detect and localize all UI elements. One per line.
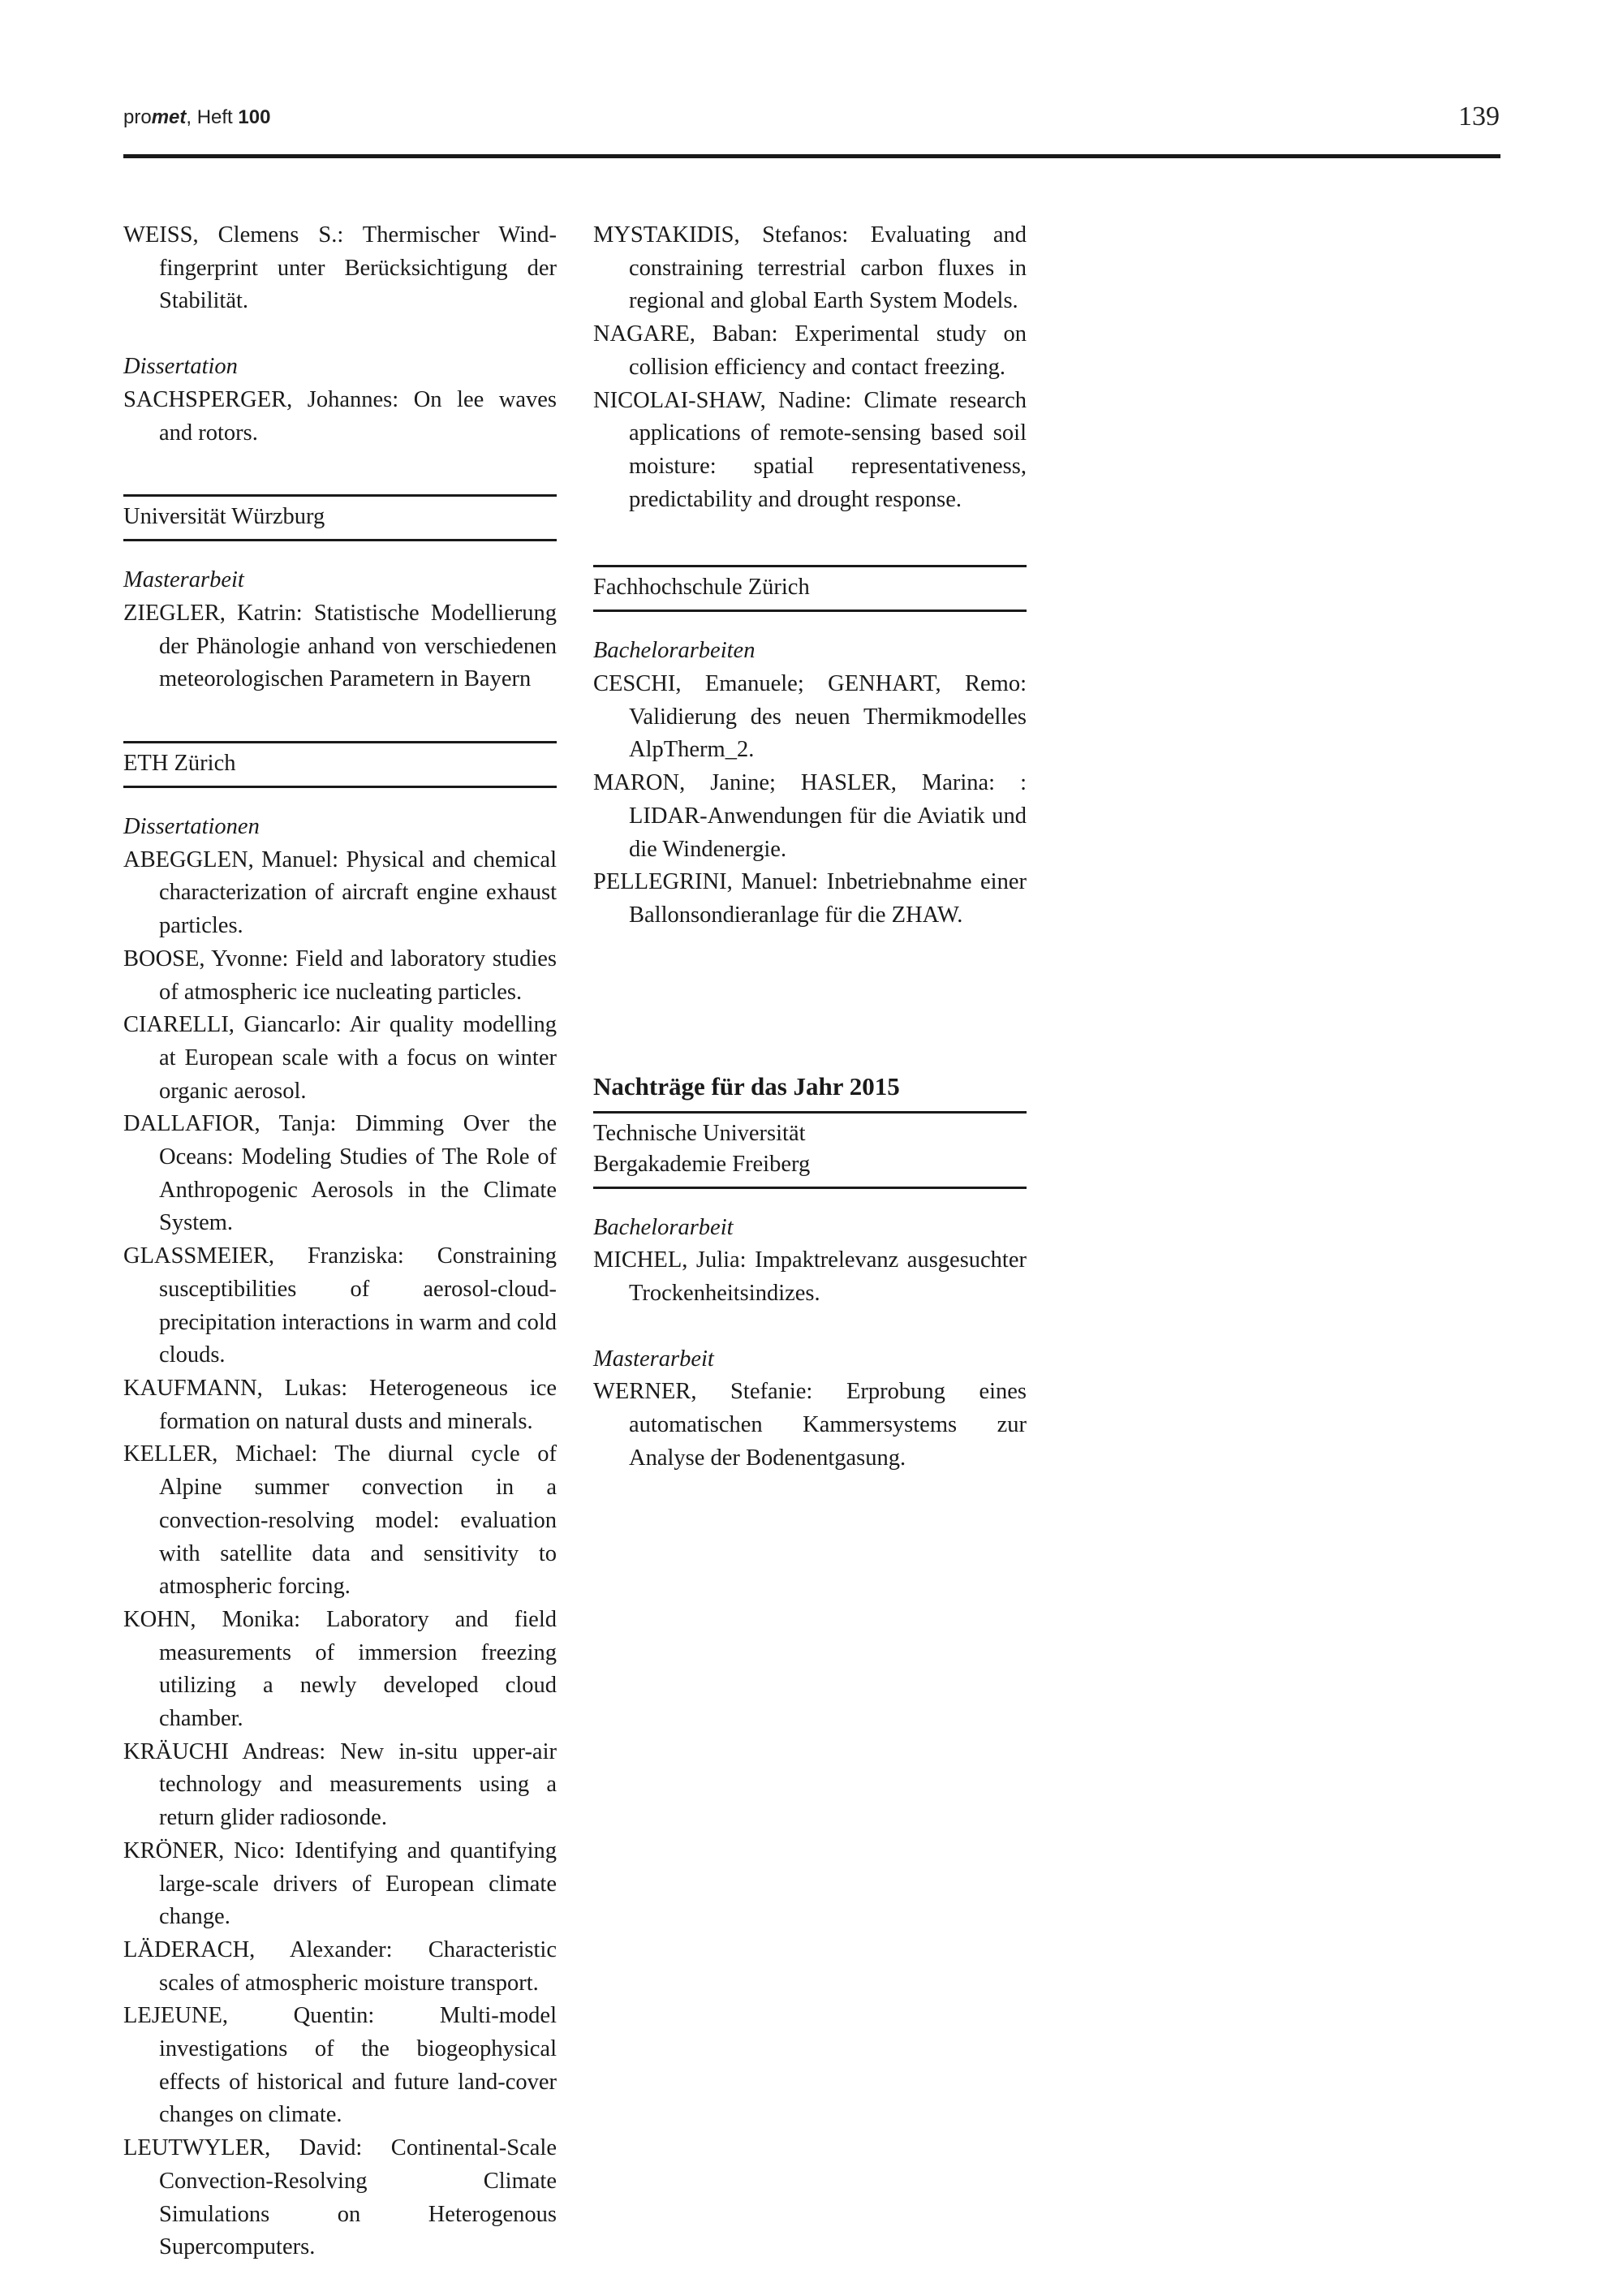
journal-prefix: pro — [123, 106, 152, 128]
journal-sep: , Heft — [186, 106, 239, 128]
thesis-entry: MICHEL, Julia: Impaktrelevanz ausgesuchter Trockenheitsindizes. — [593, 1247, 1027, 1307]
institution-title-line-2: Bergakademie Freiberg — [593, 1151, 811, 1177]
thesis-entry: PELLEGRINI, Manuel: Inbetriebnahme einer Ballonsondieranlage für die ZHAW. — [593, 869, 1027, 928]
thesis-entry: WEISS, Clemens S.: Thermischer Wind-fingerprint unter Berücksichtigung der Stabilität. — [123, 222, 557, 314]
institution-header — [593, 1111, 1027, 1189]
thesis-entry: SACHSPERGER, Johannes: On lee waves and rotors. — [123, 386, 557, 446]
thesis-entry: BOOSE, Yvonne: Field and laboratory studies of atmospheric ice nucleating particles. — [123, 946, 557, 1005]
category-label: Masterarbeit — [593, 1346, 714, 1372]
thesis-entry: CESCHI, Emanuele; GENHART, Remo: Validierung des neuen Thermikmodelles AlpTherm_2. — [593, 671, 1027, 763]
category-label: Bachelorarbeit — [593, 1214, 734, 1240]
section-heading: Nachträge für das Jahr 2015 — [593, 1071, 900, 1101]
category-label: Dissertationen — [123, 814, 260, 840]
thesis-entry: MYSTAKIDIS, Stefanos: Evaluating and constraining terrestrial carbon fluxes in regional and global Earth System Models. — [593, 222, 1027, 314]
thesis-entry: NICOLAI-SHAW, Nadine: Climate research applications of remote-sensing based soil moisture: spatial representativeness, predictability and drought response. — [593, 387, 1027, 512]
thesis-entry: LEJEUNE, Quentin: Multi-model investigations of the biogeophysical effects of historical and future land-cover changes on climate. — [123, 2003, 557, 2128]
thesis-entry: KELLER, Michael: The diurnal cycle of Alpine summer convection in a convection-resolving model: evaluation with satellite data and sensitivity to atmospheric forcing. — [123, 1441, 557, 1600]
thesis-entry: KRÄUCHI Andreas: New in-situ upper-air technology and measurements using a return glider radiosonde. — [123, 1738, 557, 1831]
issue-number: 100 — [238, 106, 271, 128]
thesis-entry: GLASSMEIER, Franziska: Constraining susceptibilities of aerosol-cloud-precipitation interactions in warm and cold clouds. — [123, 1243, 557, 1368]
thesis-entry: KOHN, Monika: Laboratory and field measurements of immersion freezing utilizing a newly developed cloud chamber. — [123, 1606, 557, 1732]
institution-title: ETH Zürich — [123, 751, 236, 777]
category-label: Dissertation — [123, 354, 238, 380]
thesis-entry: CIARELLI, Giancarlo: Air quality modelling at European scale with a focus on winter organic aerosol. — [123, 1012, 557, 1104]
thesis-entry: LEUTWYLER, David: Continental-Scale Convection-Resolving Climate Simulations on Heterogenous Supercomputers. — [123, 2135, 557, 2260]
thesis-entry: WERNER, Stefanie: Erprobung eines automatischen Kammersystems zur Analyse der Bodenentgasung. — [593, 1379, 1027, 1471]
thesis-entry: ZIEGLER, Katrin: Statistische Modellierung der Phänologie anhand von verschiedenen meteorologischen Parametern in Bayern — [123, 600, 557, 692]
thesis-entry: LÄDERACH, Alexander: Characteristic scales of atmospheric moisture transport. — [123, 1936, 557, 1996]
category-label: Bachelorarbeiten — [593, 638, 756, 664]
institution-header — [123, 494, 557, 541]
institution-title: Fachhochschule Zürich — [593, 575, 810, 601]
journal-header — [123, 106, 270, 129]
thesis-entry: DALLAFIOR, Tanja: Dimming Over the Oceans: Modeling Studies of The Role of Anthropogenic Aerosols in the Climate System. — [123, 1111, 557, 1236]
institution-header — [123, 741, 557, 788]
thesis-entry: KRÖNER, Nico: Identifying and quantifying large-scale drivers of European climate change. — [123, 1837, 557, 1930]
right-column — [593, 219, 1027, 1475]
institution-title: Universität Würzburg — [123, 504, 325, 530]
thesis-entry: KAUFMANN, Lukas: Heterogeneous ice formation on natural dusts and minerals. — [123, 1375, 557, 1434]
thesis-entry: MARON, Janine; HASLER, Marina: : LIDAR-Anwendungen für die Aviatik und die Windenergie. — [593, 770, 1027, 862]
thesis-entry: ABEGGLEN, Manuel: Physical and chemical characterization of aircraft engine exhaust particles. — [123, 846, 557, 939]
header-rule — [123, 154, 1500, 158]
institution-header — [593, 565, 1027, 612]
institution-title-line-1: Technische Universität — [593, 1120, 806, 1146]
page-number: 139 — [1458, 101, 1500, 131]
thesis-entry: NAGARE, Baban: Experimental study on collision efficiency and contact freezing. — [593, 321, 1027, 380]
category-label: Masterarbeit — [123, 567, 244, 593]
journal-em: met — [151, 106, 187, 128]
left-column — [123, 219, 557, 2264]
